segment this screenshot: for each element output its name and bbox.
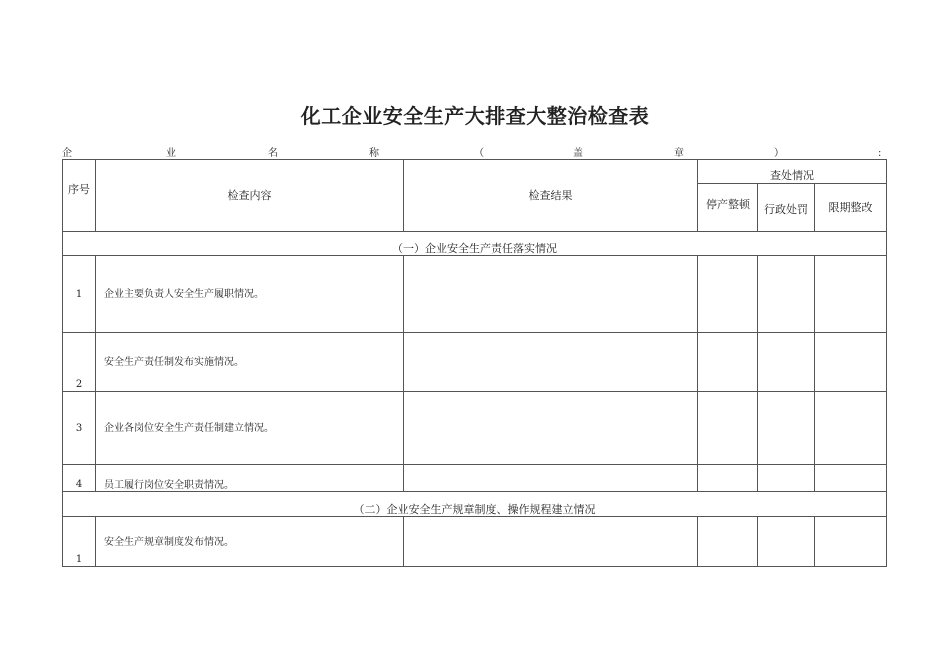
company-line-char: 名 xyxy=(268,148,278,159)
row-content: 员工履行岗位安全职责情况。 xyxy=(104,480,234,491)
header-seq: 序号 xyxy=(68,183,90,196)
section-title: （一）企业安全生产责任落实情况 xyxy=(392,242,557,255)
row-content: 企业各岗位安全生产责任制建立情况。 xyxy=(104,423,274,434)
company-line-char: 企 xyxy=(62,148,72,159)
company-line-char: 称 xyxy=(369,148,379,159)
table-border xyxy=(95,255,96,491)
row-content: 安全生产规章制度发布情况。 xyxy=(104,537,234,548)
table-border xyxy=(757,516,758,566)
header-rectify: 限期整改 xyxy=(828,201,873,214)
row-number: 3 xyxy=(75,423,83,434)
page-title: 化工企业安全生产大排查大整治检查表 xyxy=(300,104,650,128)
table-border xyxy=(62,332,887,333)
table-border xyxy=(62,391,887,392)
company-line-char: : xyxy=(878,148,882,159)
table-border xyxy=(62,231,887,232)
table-border xyxy=(697,183,887,184)
company-line-char: ） xyxy=(774,148,784,159)
table-border xyxy=(403,516,404,566)
company-line-char: 章 xyxy=(674,148,684,159)
row-number: 1 xyxy=(75,554,83,565)
company-line-char: 盖 xyxy=(573,148,583,159)
table-border xyxy=(62,464,887,465)
table-border xyxy=(697,516,698,566)
row-number: 1 xyxy=(75,289,83,300)
header-penalty: 行政处罚 xyxy=(764,203,808,216)
table-border xyxy=(757,255,758,491)
table-border xyxy=(757,183,758,231)
section-title: （二）企业安全生产规章制度、操作规程建立情况 xyxy=(353,503,596,516)
header-content: 检查内容 xyxy=(227,189,272,202)
table-border xyxy=(814,255,815,491)
row-content: 企业主要负责人安全生产履职情况。 xyxy=(104,289,264,300)
row-content: 安全生产责任制发布实施情况。 xyxy=(104,357,244,368)
table-border xyxy=(62,159,887,160)
row-number: 2 xyxy=(75,379,83,390)
table-border xyxy=(95,516,96,566)
company-line-char: （ xyxy=(474,148,484,159)
table-border xyxy=(886,159,887,567)
header-handling: 查处情况 xyxy=(770,169,814,182)
table-border xyxy=(403,255,404,491)
row-number: 4 xyxy=(75,479,83,490)
header-stop: 停产整顿 xyxy=(706,198,750,211)
company-line-char: 业 xyxy=(166,148,176,159)
table-border xyxy=(62,566,887,567)
table-border xyxy=(697,255,698,491)
table-border xyxy=(814,516,815,566)
header-result: 检查结果 xyxy=(528,189,573,202)
